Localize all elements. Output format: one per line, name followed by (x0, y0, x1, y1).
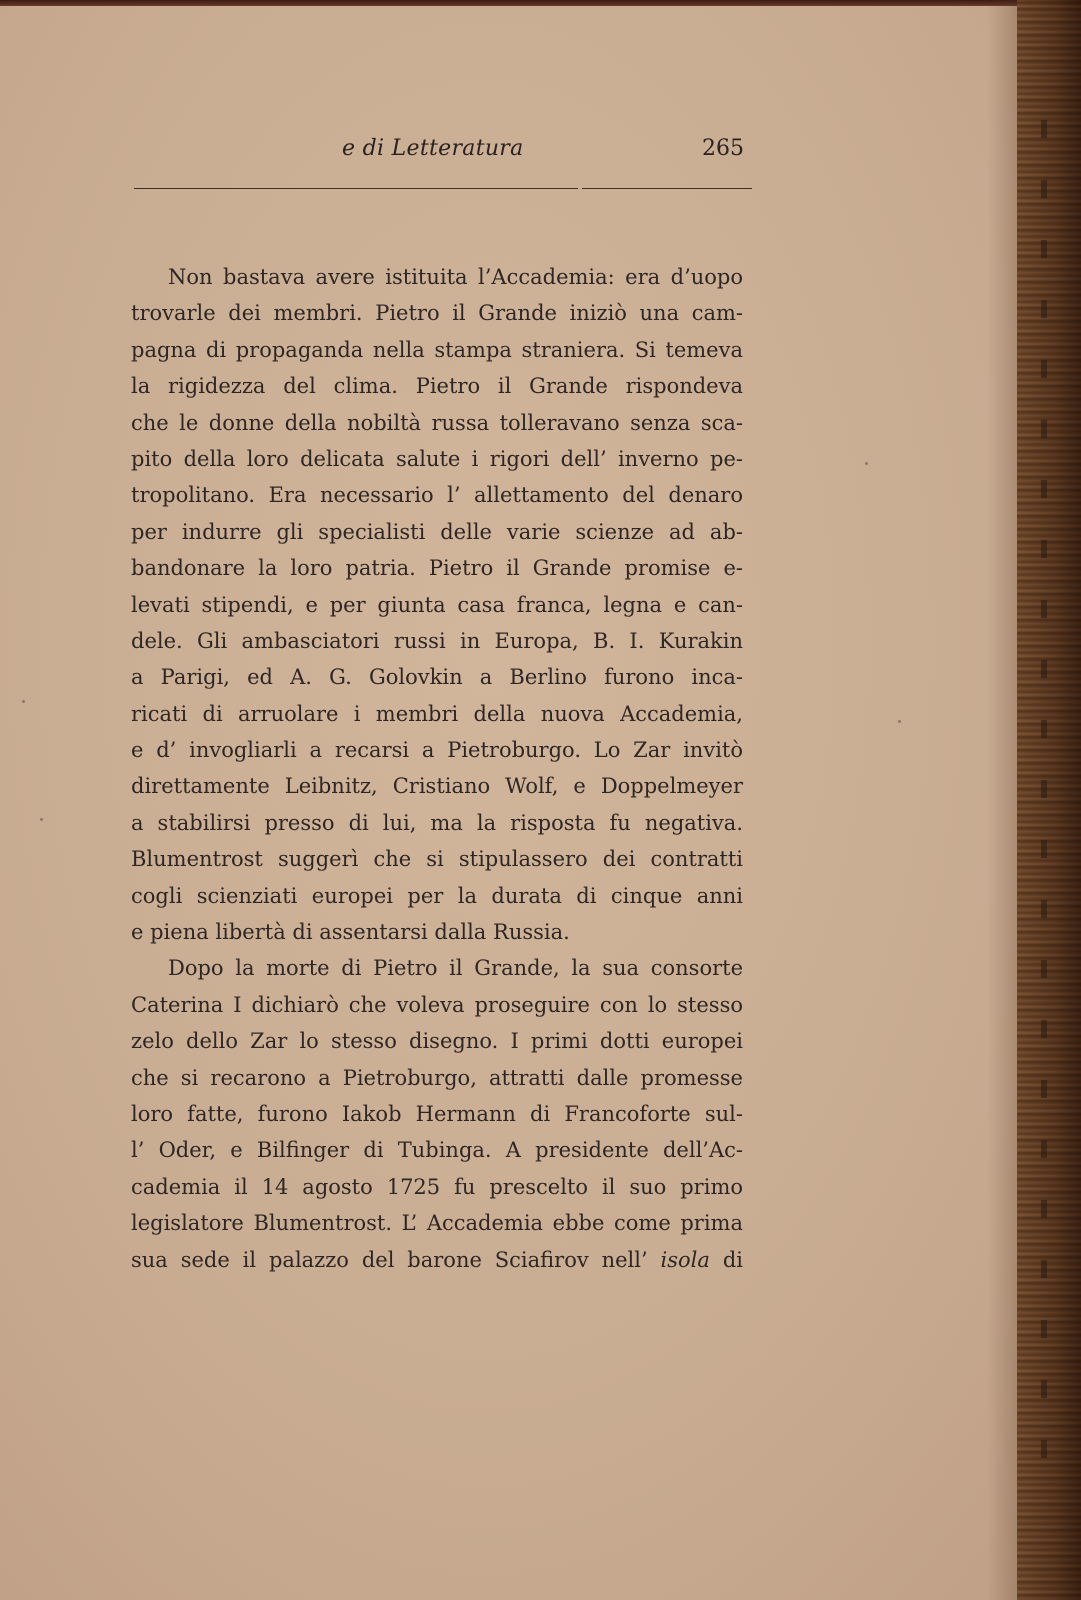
text-line: Dopo la morte di Pietro il Grande, la sua consorte (168, 956, 743, 981)
text-line: tropolitano. Era necessario l’ allettamento del denaro (131, 483, 743, 508)
text-line: e d’ invogliarli a recarsi a Pietroburgo. Lo Zar invitò (131, 738, 743, 763)
text-line: e piena libertà di assentarsi dalla Russia. (131, 920, 570, 945)
text-line: Caterina I dichiarò che voleva proseguire con lo stesso (131, 992, 743, 1017)
text-line: che le donne della nobiltà russa tolleravano senza sca- (131, 410, 743, 435)
text-line: levati stipendi, e per giunta casa franca, legna e can- (131, 592, 743, 617)
text-line: loro fatte, furono Iakob Hermann di Francoforte sul- (131, 1101, 743, 1126)
text-line: Non bastava avere istituita l’Accademia: era d’uopo (168, 265, 743, 289)
text-line-final-start: sua sede il palazzo del barone Sciafirov nell’ (131, 1247, 648, 1272)
spine-binding-marks (1041, 120, 1047, 1500)
paper-speck (40, 818, 43, 821)
page-header (132, 132, 744, 172)
text-line: l’ Oder, e Bilfinger di Tubinga. A presidente dell’Ac- (131, 1138, 743, 1163)
page-top-edge (0, 0, 1081, 6)
text-line: ricati di arruolare i membri della nuova Accademia, (131, 701, 743, 726)
text-line: pagna di propaganda nella stampa straniera. Si temeva (131, 337, 743, 362)
body-text (131, 259, 743, 1278)
text-line-final-tail: di (722, 1247, 743, 1272)
header-rule-right (582, 188, 752, 189)
paper-speck (865, 462, 868, 465)
text-line: legislatore Blumentrost. L’ Accademia ebbe come prima (131, 1211, 743, 1236)
text-line: zelo dello Zar lo stesso disegno. I primi dotti europei (131, 1029, 743, 1054)
text-line-final (131, 1242, 743, 1278)
text-line: bandonare la loro patria. Pietro il Grande promise e- (131, 556, 743, 581)
text-line: cademia il 14 agosto 1725 fu prescelto il suo primo (131, 1174, 743, 1199)
paper-speck (898, 720, 901, 723)
text-line: direttamente Leibnitz, Cristiano Wolf, e Doppelmeyer (131, 774, 743, 799)
page-number: 265 (702, 136, 744, 161)
text-line: a stabilirsi presso di lui, ma la risposta fu negativa. (131, 810, 743, 835)
text-line: che si recarono a Pietroburgo, attratti dalle promesse (131, 1065, 743, 1090)
text-line: per indurre gli specialisti delle varie scienze ad ab- (131, 519, 743, 544)
paper-speck (22, 700, 25, 703)
text-line: a Parigi, ed A. G. Golovkin a Berlino furono inca- (131, 665, 743, 690)
italic-word: isola (660, 1247, 710, 1272)
text-line: pito della loro delicata salute i rigori dell’ inverno pe- (131, 446, 743, 471)
header-rule-left (134, 188, 578, 189)
book-spine (1017, 0, 1081, 1600)
text-line: trovarle dei membri. Pietro il Grande iniziò una cam- (131, 301, 743, 326)
text-line: la rigidezza del clima. Pietro il Grande rispondeva (131, 374, 743, 399)
text-line: cogli scienziati europei per la durata di cinque anni (131, 883, 743, 908)
text-line: Blumentrost suggerì che si stipulassero dei contratti (131, 847, 743, 872)
gutter-shadow (987, 0, 1017, 1600)
text-line: dele. Gli ambasciatori russi in Europa, B. I. Kurakin (131, 628, 743, 653)
running-head: e di Letteratura (342, 136, 524, 161)
